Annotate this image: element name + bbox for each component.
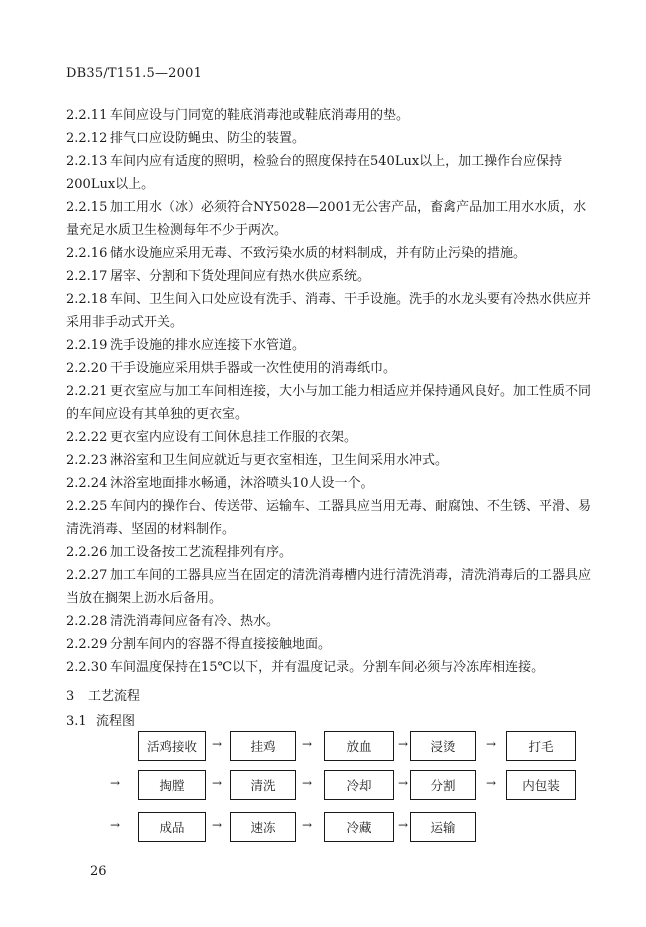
flow-step: 打毛 — [506, 731, 576, 761]
clause-number: 2.2.27 — [66, 568, 108, 583]
arrow-icon: → — [212, 737, 223, 751]
section-heading — [66, 685, 140, 704]
clause-2-2-11 — [66, 104, 592, 127]
clause-number: 2.2.21 — [66, 384, 108, 399]
arrow-icon: → — [398, 818, 409, 832]
clause-text: 车间内应有适度的照明，检验台的照度保持在540Lux以上，加工操作台应保持200Lux以上。 — [66, 154, 563, 192]
subsection-title: 流程图 — [96, 714, 136, 729]
flow-step: 清洗 — [230, 770, 296, 800]
arrow-icon: → — [302, 776, 313, 790]
clause-number: 2.2.15 — [66, 200, 108, 215]
clause-text: 排气口应设防蝇虫、防尘的装置。 — [110, 131, 306, 146]
flow-row-1 — [110, 731, 580, 765]
clause-text: 更衣室内应设有工间休息挂工作服的衣架。 — [110, 430, 358, 445]
clause-2-2-18 — [66, 288, 592, 334]
arrow-icon: → — [110, 776, 121, 790]
clause-number: 2.2.12 — [66, 131, 108, 146]
subsection-number: 3.1 — [66, 714, 87, 729]
arrow-icon: → — [486, 737, 497, 751]
clause-number: 2.2.18 — [66, 292, 108, 307]
clause-2-2-17 — [66, 265, 592, 288]
section-title: 工艺流程 — [88, 689, 141, 704]
flow-step: 放血 — [324, 731, 394, 761]
subsection-heading — [66, 710, 135, 729]
arrow-icon: → — [398, 737, 409, 751]
clause-2-2-29 — [66, 633, 592, 656]
clause-text: 车间应设与门同宽的鞋底消毒池或鞋底消毒用的垫。 — [110, 108, 410, 123]
flow-step: 成品 — [138, 812, 206, 842]
clause-text: 干手设施应采用烘手器或一次性使用的消毒纸巾。 — [110, 361, 397, 376]
clause-number: 2.2.28 — [66, 614, 108, 629]
clause-2-2-19 — [66, 334, 592, 357]
clause-2-2-25 — [66, 495, 592, 541]
clause-number: 2.2.16 — [66, 246, 108, 261]
clause-2-2-26 — [66, 541, 592, 564]
clause-text: 屠宰、分割和下货处理间应有热水供应系统。 — [110, 269, 371, 284]
flow-step: 冷藏 — [324, 812, 394, 842]
clause-2-2-22 — [66, 426, 592, 449]
clause-number: 2.2.30 — [66, 660, 108, 675]
flow-step: 分割 — [410, 770, 476, 800]
clause-number: 2.2.23 — [66, 453, 108, 468]
arrow-icon: → — [302, 818, 313, 832]
clause-number: 2.2.25 — [66, 499, 108, 514]
clause-text: 车间内的操作台、传送带、运输车、工器具应当用无毒、耐腐蚀、不生锈、平滑、易清洗消毒、坚固的材料制作。 — [66, 499, 592, 537]
clause-2-2-30 — [66, 656, 592, 679]
clause-number: 2.2.29 — [66, 637, 108, 652]
section-number: 3 — [66, 689, 75, 704]
clause-2-2-16 — [66, 242, 592, 265]
clause-text: 加工设备按工艺流程排列有序。 — [110, 545, 293, 560]
clause-number: 2.2.22 — [66, 430, 108, 445]
flow-step: 浸烫 — [410, 731, 476, 761]
body-text — [66, 104, 592, 679]
clause-text: 加工用水（冰）必须符合NY5028—2001无公害产品，畜禽产品加工用水水质，水量充足水质卫生检测每年不少于两次。 — [66, 200, 587, 238]
flow-step: 挂鸡 — [230, 731, 296, 761]
clause-2-2-21 — [66, 380, 592, 426]
flow-row-3 — [110, 812, 580, 846]
arrow-icon: → — [212, 818, 223, 832]
clause-text: 淋浴室和卫生间应就近与更衣室相连，卫生间采用水冲式。 — [110, 453, 449, 468]
clause-2-2-20 — [66, 357, 592, 380]
clause-text: 分割车间内的容器不得直接接触地面。 — [110, 637, 332, 652]
flow-step: 活鸡接收 — [138, 731, 206, 761]
clause-number: 2.2.20 — [66, 361, 108, 376]
clause-2-2-24 — [66, 472, 592, 495]
clause-2-2-28 — [66, 610, 592, 633]
clause-number: 2.2.19 — [66, 338, 108, 353]
clause-2-2-23 — [66, 449, 592, 472]
clause-2-2-27 — [66, 564, 592, 610]
clause-text: 车间温度保持在15℃以下，并有温度记录。分割车间必须与冷冻库相连接。 — [110, 660, 545, 675]
clause-text: 加工车间的工器具应当在固定的清洗消毒槽内进行清洗消毒，清洗消毒后的工器具应当放在搁架上沥水后备用。 — [66, 568, 592, 606]
flow-step: 冷却 — [324, 770, 394, 800]
clause-number: 2.2.17 — [66, 269, 108, 284]
flow-step: 内包装 — [506, 770, 576, 800]
clause-2-2-12 — [66, 127, 592, 150]
arrow-icon: → — [302, 737, 313, 751]
clause-text: 清洗消毒间应备有冷、热水。 — [110, 614, 280, 629]
flow-step: 速冻 — [230, 812, 296, 842]
flow-row-2 — [110, 770, 580, 804]
clause-number: 2.2.26 — [66, 545, 108, 560]
arrow-icon: → — [398, 776, 409, 790]
arrow-icon: → — [486, 776, 497, 790]
arrow-icon: → — [110, 818, 121, 832]
clause-2-2-13 — [66, 150, 592, 196]
arrow-icon: → — [212, 776, 223, 790]
clause-number: 2.2.24 — [66, 476, 108, 491]
page-number: 26 — [90, 864, 107, 879]
clause-text: 更衣室应与加工车间相连接，大小与加工能力相适应并保持通风良好。加工性质不同的车间应设有其单独的更衣室。 — [66, 384, 592, 422]
flow-step: 运输 — [410, 812, 476, 842]
clause-text: 储水设施应采用无毒、不致污染水质的材料制成，并有防止污染的措施。 — [110, 246, 527, 261]
clause-text: 洗手设施的排水应连接下水管道。 — [110, 338, 306, 353]
clause-number: 2.2.13 — [66, 154, 108, 169]
document-id: DB35/T151.5—2001 — [66, 66, 203, 81]
clause-number: 2.2.11 — [66, 108, 108, 123]
flow-step: 掏膛 — [138, 770, 206, 800]
clause-2-2-15 — [66, 196, 592, 242]
clause-text: 沐浴室地面排水畅通，沐浴喷头10人设一个。 — [110, 476, 374, 491]
clause-text: 车间、卫生间入口处应设有洗手、消毒、干手设施。洗手的水龙头要有冷热水供应并采用非手动式开关。 — [66, 292, 592, 330]
